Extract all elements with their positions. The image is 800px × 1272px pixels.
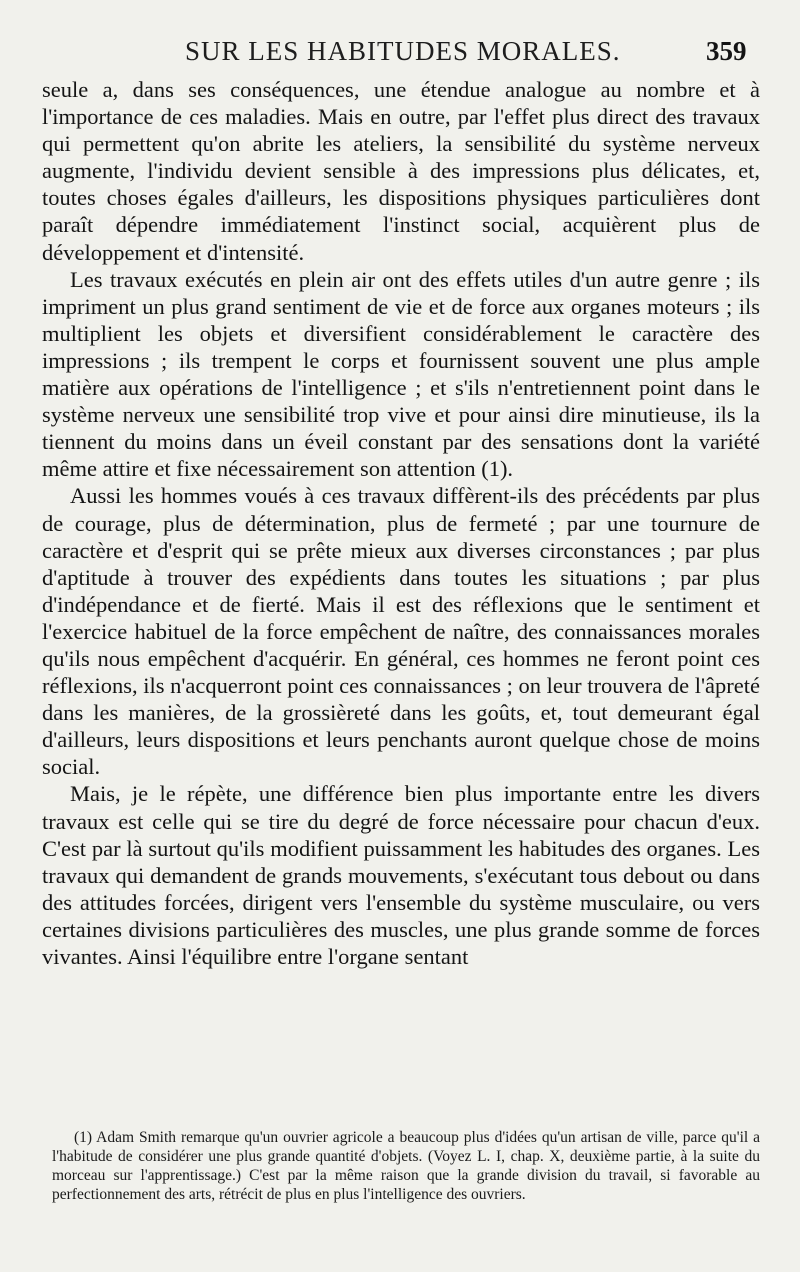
page-number: 359 (706, 36, 747, 66)
paragraph: seule a, dans ses conséquences, une étendue analogue au nombre et à l'importance de ces maladies. Mais en outre, par l'effet plus direct des travaux qui permettent qu'on abrite les ateliers, la sensibilité du système nerveux augmente, l'individu devient sensible à des impressions plus délicates, et, toutes choses égales d'ailleurs, les dispositions physiques particulières dont paraît dépendre immédiatement l'instinct social, acquièrent plus de développement et d'intensité. (42, 77, 760, 265)
main-text (42, 76, 760, 970)
paragraph: Mais, je le répète, une différence bien plus importante entre les divers travaux est celle qui se tire du degré de force nécessaire pour chacun d'eux. C'est par là surtout qu'ils modifient puissamment les habitudes des organes. Les travaux qui demandent de grands mouvements, s'exécutant tous debout ou dans des attitudes forcées, dirigent vers l'ensemble du système musculaire, ou vers certaines divisions particulières des muscles, une plus grande somme de forces vivantes. Ainsi l'équilibre entre l'organe sentant (42, 781, 760, 969)
running-title: SUR LES HABITUDES MORALES. (185, 36, 621, 66)
paragraph: Les travaux exécutés en plein air ont des effets utiles d'un autre genre ; ils impriment un plus grand sentiment de vie et de force aux organes moteurs ; ils multiplient les objets et diversifient considérablement le caractère des impressions ; ils trempent le corps et fournissent souvent une plus ample matière aux opérations de l'intelligence ; et s'ils n'entretiennent point dans le système nerveux une sensibilité trop vive et pour ainsi dire minutieuse, ils la tiennent du moins dans un éveil constant par des sensations dont la variété même attire et fixe nécessairement son attention (1). (42, 266, 760, 482)
page-header (0, 36, 800, 72)
paragraph: Aussi les hommes voués à ces travaux diffèrent-ils des précédents par plus de courage, plus de détermination, plus de fermeté ; par une tournure de caractère et d'esprit qui se prête mieux aux diverses circonstances ; par plus d'aptitude à trouver des expédients dans toutes les situations ; par plus d'indépendance et de fierté. Mais il est des réflexions que le sentiment et l'exercice habituel de la force empêchent de naître, des connaissances morales qu'ils nous empêchent d'acquérir. En général, ces hommes ne feront point ces réflexions, ils n'acquerront point ces connaissances ; on leur trouvera de l'âpreté dans les manières, de la grossièreté dans les goûts, et, tout demeurant égal d'ailleurs, leurs dispositions et leurs penchants auront quelque chose de moins social. (42, 483, 760, 780)
footnote: (1) Adam Smith remarque qu'un ouvrier agricole a beaucoup plus d'idées qu'un artisan de ville, parce qu'il a l'habitude de considérer une plus grande quantité d'objets. (Voyez L. I, chap. X, deuxième partie, à la suite du morceau sur l'apprentissage.) C'est par la même raison que la grande division du travail, si favorable au perfectionnement des arts, rétrécit de plus en plus l'intelligence des ouvriers. (52, 1129, 760, 1203)
footnotes (52, 1128, 760, 1204)
